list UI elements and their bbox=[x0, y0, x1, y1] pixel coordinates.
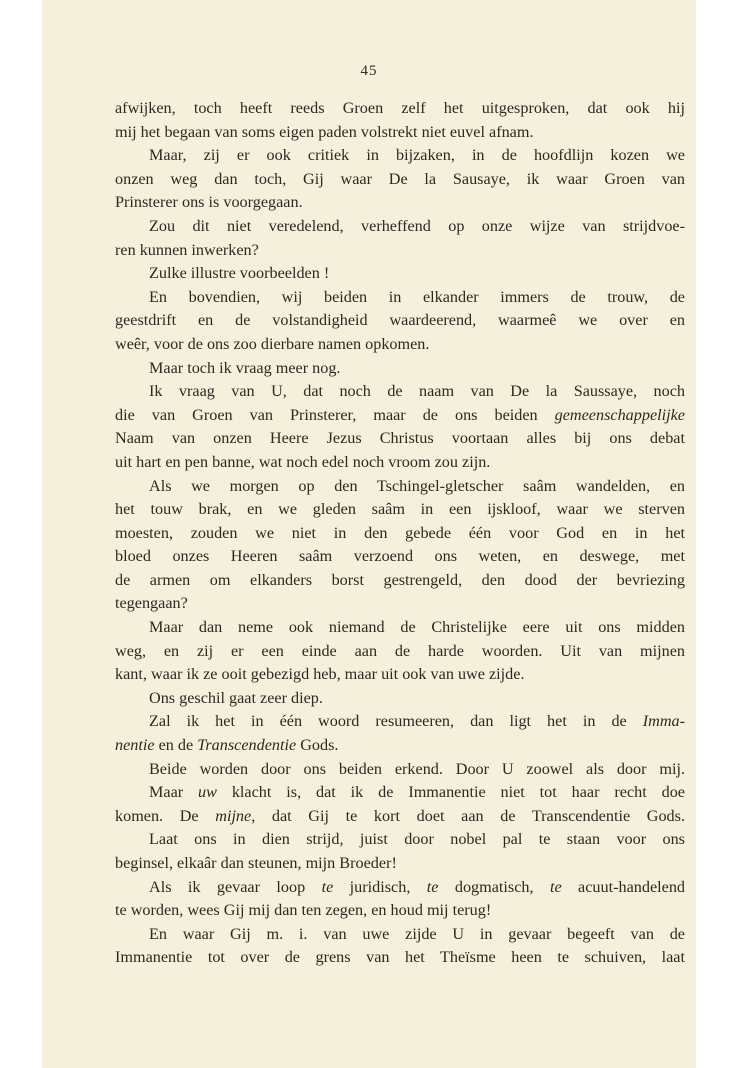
text-segment: moesten, zouden we niet in den gebede één voor God en in het bbox=[115, 523, 685, 542]
text-segment: Zulke illustre voorbeelden ! bbox=[149, 264, 330, 283]
text-segment: komen. De bbox=[115, 806, 216, 825]
text-line bbox=[115, 427, 685, 451]
text-segment: die van Groen van Prinsterer, maar de ons beiden bbox=[115, 405, 555, 424]
text-line bbox=[115, 781, 685, 805]
text-line bbox=[115, 899, 685, 923]
italic-text: te bbox=[426, 877, 439, 896]
text-segment: Ons geschil gaat zeer diep. bbox=[149, 688, 323, 707]
text-segment: weg, en zij er een einde aan de harde woorden. Uit van mijnen bbox=[115, 641, 685, 660]
text-line bbox=[115, 498, 685, 522]
text-line bbox=[115, 828, 685, 852]
text-segment: Beide worden door ons beiden erkend. Door U zoowel als door mij. bbox=[149, 759, 685, 778]
text-line bbox=[115, 616, 685, 640]
text-segment: Maar bbox=[149, 783, 199, 802]
text-segment: bloed onzes Heeren saâm verzoend ons weten, en deswege, met bbox=[115, 547, 685, 566]
page-number: 45 bbox=[360, 63, 378, 79]
text-line bbox=[115, 191, 685, 215]
text-line bbox=[115, 404, 685, 428]
text-line bbox=[115, 923, 685, 947]
text-segment: te worden, wees Gij mij dan ten zegen, en houd mij terug! bbox=[115, 901, 492, 920]
text-segment: beginsel, elkaâr dan steunen, mijn Broeder! bbox=[115, 854, 397, 872]
text-line bbox=[115, 876, 685, 900]
italic-text: gemeenschappelijke bbox=[554, 405, 685, 424]
text-segment: Maar, zij er ook critiek in bijzaken, in de hoofdlijn kozen we bbox=[149, 146, 685, 165]
italic-text: Imma- bbox=[642, 712, 685, 731]
text-segment: kant, waar ik ze ooit gebezigd heb, maar uit ook van uwe zijde. bbox=[115, 665, 525, 684]
text-segment: mij het begaan van soms eigen paden volstrekt niet euvel afnam. bbox=[115, 122, 534, 141]
text-segment: de armen om elkanders borst gestrengeld, den dood der bevriezing bbox=[115, 570, 685, 589]
book-page bbox=[42, 0, 696, 1068]
text-line bbox=[115, 522, 685, 546]
text-line bbox=[115, 663, 685, 687]
text-segment: En waar Gij m. i. van uwe zijde U in gevaar begeeft van de bbox=[149, 924, 685, 943]
text-segment: Maar dan neme ook niemand de Christelijke eere uit ons midden bbox=[149, 618, 685, 637]
text-line bbox=[115, 710, 685, 734]
text-line bbox=[115, 852, 685, 876]
text-segment: weêr, voor de ons zoo dierbare namen opkomen. bbox=[115, 334, 430, 353]
text-line bbox=[115, 805, 685, 829]
text-segment: tegengaan? bbox=[115, 594, 188, 613]
text-line bbox=[115, 262, 685, 286]
text-line bbox=[115, 592, 685, 616]
text-line bbox=[115, 357, 685, 381]
text-segment: uit hart en pen banne, wat noch edel noch vroom zou zijn. bbox=[115, 452, 491, 471]
text-segment: afwijken, toch heeft reeds Groen zelf het uitgesproken, dat ook hij bbox=[115, 99, 685, 117]
text-segment: Prinsterer ons is voorgegaan. bbox=[115, 193, 303, 212]
text-segment: geestdrift en de volstandigheid waardeerend, waarmeê we over en bbox=[115, 311, 685, 330]
text-segment: Immanentie tot over de grens van het Theïsme heen te schuiven, laat bbox=[115, 948, 685, 967]
text-line bbox=[115, 215, 685, 239]
text-segment: acuut-handelend bbox=[561, 877, 686, 896]
text-segment: Zou dit niet veredelend, verheffend op onze wijze van strijdvoe- bbox=[149, 216, 685, 235]
text-line bbox=[115, 475, 685, 499]
text-line bbox=[115, 168, 685, 192]
text-segment: dogmatisch, bbox=[438, 877, 550, 896]
text-segment: juridisch, bbox=[333, 877, 427, 896]
text-line bbox=[115, 545, 685, 569]
text-segment: Naam van onzen Heere Jezus Christus voortaan alles bij ons debat bbox=[115, 429, 685, 448]
italic-text: te bbox=[321, 877, 334, 896]
text-line bbox=[115, 687, 685, 711]
text-segment: klacht is, dat ik de Immanentie niet tot haar recht doe bbox=[216, 783, 685, 802]
text-line bbox=[115, 380, 685, 404]
text-segment: Gods. bbox=[296, 736, 339, 755]
text-line bbox=[115, 734, 685, 758]
text-line bbox=[115, 144, 685, 168]
text-segment: Maar toch ik vraag meer nog. bbox=[149, 358, 341, 377]
text-line bbox=[115, 121, 685, 145]
text-segment: Als we morgen op den Tschingel-gletscher saâm wandelden, en bbox=[149, 476, 685, 495]
text-line bbox=[115, 758, 685, 782]
italic-text: mijne bbox=[215, 806, 252, 825]
text-line bbox=[115, 286, 685, 310]
italic-text: nentie bbox=[115, 736, 155, 755]
body-text bbox=[115, 97, 685, 970]
text-segment: Laat ons in dien strijd, juist door nobel pal te staan voor ons bbox=[149, 830, 685, 849]
text-segment: Ik vraag van U, dat noch de naam van De la Saussaye, noch bbox=[149, 382, 685, 401]
italic-text: Transcendentie bbox=[197, 736, 297, 755]
text-line bbox=[115, 451, 685, 475]
text-line bbox=[115, 333, 685, 357]
text-segment: ren kunnen inwerken? bbox=[115, 240, 259, 259]
text-segment: en de bbox=[154, 736, 198, 755]
italic-text: te bbox=[549, 877, 562, 896]
text-line bbox=[115, 640, 685, 664]
text-line bbox=[115, 569, 685, 593]
text-segment: , dat Gij te kort doet aan de Transcendentie Gods. bbox=[251, 806, 685, 825]
text-segment: het touw brak, en we gleden saâm in een ijskloof, waar we sterven bbox=[115, 500, 685, 519]
italic-text: uw bbox=[198, 783, 217, 802]
text-segment: Als ik gevaar loop bbox=[149, 877, 322, 896]
text-line bbox=[115, 946, 685, 970]
text-segment: Zal ik het in één woord resumeeren, dan ligt het in de bbox=[149, 712, 643, 731]
text-line bbox=[115, 97, 685, 121]
text-line bbox=[115, 239, 685, 263]
text-segment: En bovendien, wij beiden in elkander immers de trouw, de bbox=[149, 287, 685, 306]
text-segment: onzen weg dan toch, Gij waar De la Sausaye, ik waar Groen van bbox=[115, 169, 685, 188]
text-line bbox=[115, 309, 685, 333]
